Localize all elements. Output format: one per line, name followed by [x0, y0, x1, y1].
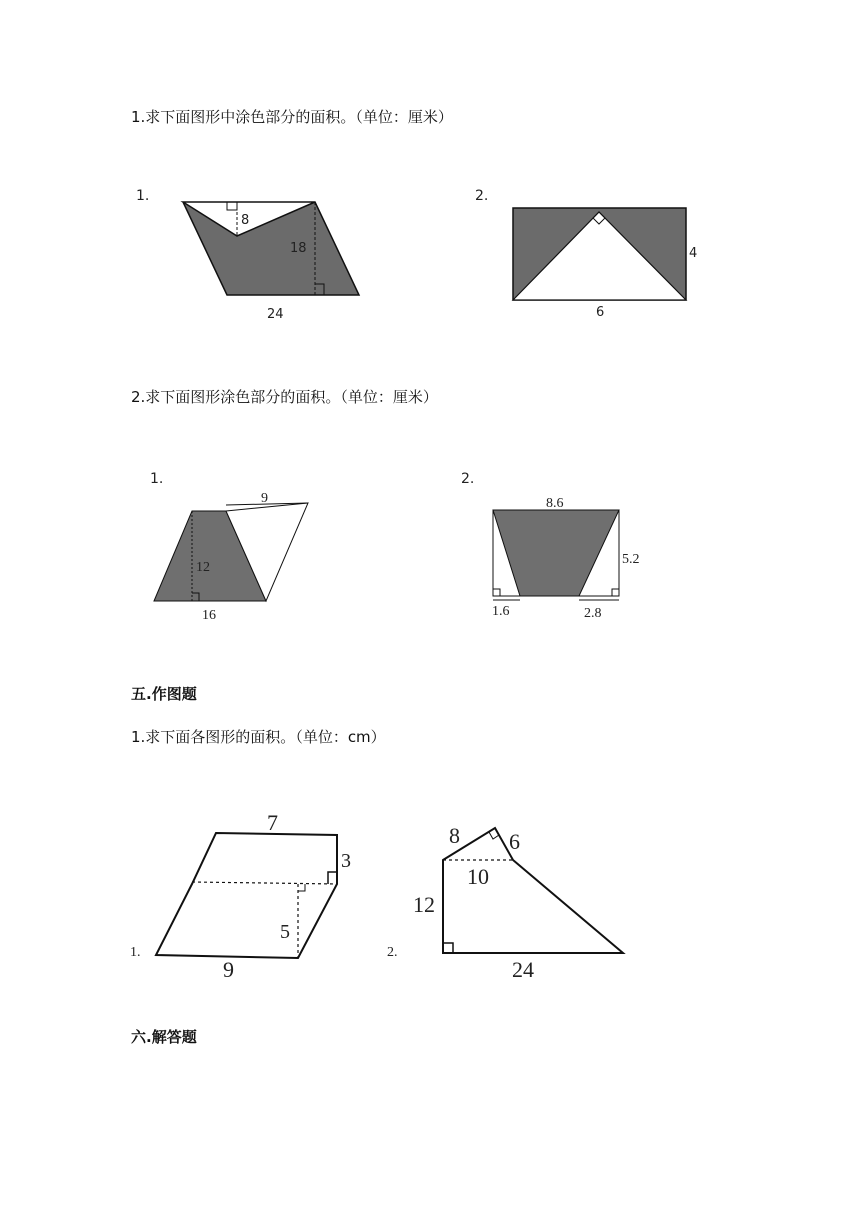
- question-2-text: 2.求下面图形涂色部分的面积。（单位：厘米）: [131, 388, 438, 406]
- figure-number: 1.: [150, 471, 164, 487]
- label-12: 12: [413, 892, 435, 917]
- label-2-8: 2.8: [584, 606, 602, 621]
- label-5-2: 5.2: [622, 552, 640, 567]
- label-24: 24: [512, 957, 534, 982]
- label-9: 9: [261, 491, 268, 506]
- section-5-heading: 五.作图题: [131, 685, 197, 703]
- label-6: 6: [596, 305, 605, 320]
- label-8: 8: [449, 823, 460, 848]
- label-8-6: 8.6: [546, 496, 564, 511]
- dashed-top: [192, 882, 337, 884]
- section-5-question-1-text: 1.求下面各图形的面积。（单位：cm）: [131, 728, 386, 746]
- figure-number: 2.: [461, 471, 475, 487]
- label-4: 4: [689, 246, 698, 261]
- outline: [443, 828, 623, 953]
- label-16: 16: [202, 608, 216, 623]
- label-12: 12: [196, 560, 210, 575]
- figure-number: 2.: [387, 945, 398, 960]
- section-6-heading: 六.解答题: [131, 1028, 197, 1046]
- label-24: 24: [267, 307, 284, 322]
- figure-number: 1.: [130, 945, 141, 960]
- right-angle-mark: [227, 202, 237, 210]
- label-1-6: 1.6: [492, 604, 510, 619]
- figure-rectangle-shaded: [470, 180, 710, 330]
- label-18: 18: [290, 241, 307, 256]
- label-7: 7: [267, 810, 278, 835]
- shaded-region: [183, 202, 359, 295]
- label-3: 3: [341, 850, 351, 872]
- figure-parallelogram-shaded: [130, 180, 370, 330]
- figure-rectangle-trapezoid: [455, 465, 675, 625]
- label-6: 6: [509, 829, 520, 854]
- outline: [156, 833, 337, 958]
- question-1-text: 1.求下面图形中涂色部分的面积。（单位：厘米）: [131, 108, 453, 126]
- figure-number: 1.: [136, 188, 150, 204]
- right-angle-mark: [443, 943, 453, 953]
- right-angle-mark: [298, 884, 305, 891]
- figure-trapezoid-parallelogram: [140, 465, 340, 625]
- figure-number: 2.: [475, 188, 489, 204]
- label-8: 8: [241, 213, 250, 228]
- right-angle-mark: [328, 872, 337, 884]
- label-10: 10: [467, 864, 489, 889]
- label-5: 5: [280, 921, 290, 943]
- label-9: 9: [223, 957, 234, 982]
- figure-composite-trapezoid: [385, 805, 635, 985]
- figure-composite-parallelogram: [128, 805, 378, 985]
